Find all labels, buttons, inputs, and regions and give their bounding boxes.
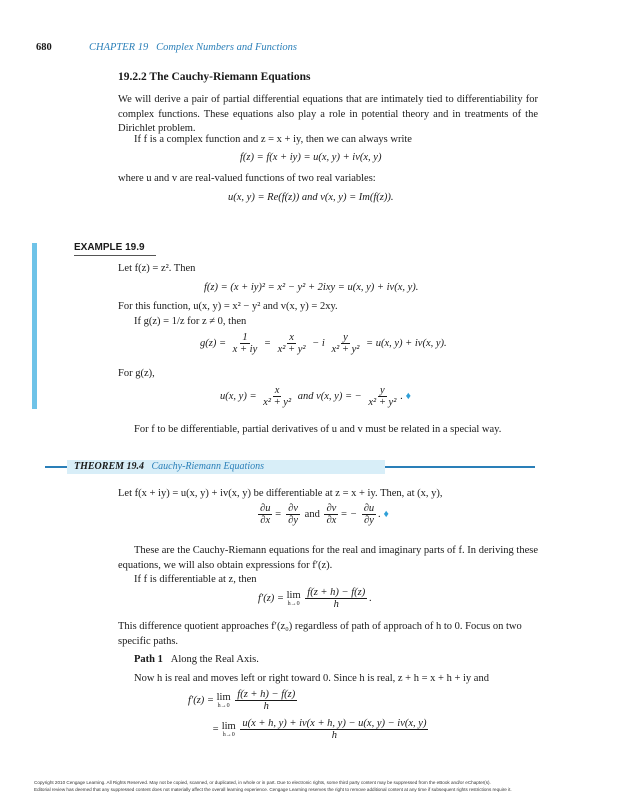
eq2-fraction-2 xyxy=(276,332,308,355)
eq2-f3-num: y xyxy=(343,332,348,343)
eqa-den: h xyxy=(263,701,269,712)
example-line-2: For this function, u(x, y) = x² − y² and v(x, y) = 2xy. xyxy=(118,301,338,312)
intro-line-3: where u and v are real-valued functions of two real variables: xyxy=(118,173,376,184)
path-1-label: Path 1 xyxy=(134,654,163,665)
chapter-title: Complex Numbers and Functions xyxy=(156,42,297,53)
equation-re-im: u(x, y) = Re(f(z)) and v(x, y) = Im(f(z)). xyxy=(228,192,394,203)
eq2-f1-num: 1 xyxy=(242,332,248,343)
eqb-num: u(x + h, y) + iv(x + h, y) − u(x, y) − iv(x, y) xyxy=(242,718,427,729)
theorem-rule-right xyxy=(385,466,535,468)
cr-3-num: ∂v xyxy=(326,503,337,514)
lim-sub-b: h→0 xyxy=(222,732,235,738)
example-title: EXAMPLE 19.9 xyxy=(74,242,145,253)
end-of-example-icon: ♦ xyxy=(405,390,411,402)
eq2-rhs: = u(x, y) + iv(x, y). xyxy=(366,337,447,349)
lim-sub: h→0 xyxy=(287,601,300,607)
running-header xyxy=(89,42,297,53)
eq2-f2-den: x² + y² xyxy=(277,344,306,355)
path-1-text: Now h is real and moves left or right toward 0. Since h is real, z + h = x + h + iy and xyxy=(134,673,489,684)
eq2-fraction-3 xyxy=(329,332,361,355)
theorem-title xyxy=(74,461,264,472)
lim-text-b: lim xyxy=(221,721,236,732)
theorem-rule-left xyxy=(45,466,67,468)
eqa-lhs: f′(z) = xyxy=(188,694,215,706)
after-paragraph-1: These are the Cauchy-Riemann equations for the real and imaginary parts of f. In deriving these equations, we will also obtain expressions for f′(z). xyxy=(118,545,538,571)
eq3-f2-num: y xyxy=(380,385,385,396)
dq-den: h xyxy=(333,599,339,610)
example-title-rule xyxy=(74,255,156,256)
eq3-fraction-1 xyxy=(261,385,293,408)
eqa-num: f(z + h) − f(z) xyxy=(237,689,296,700)
eq3-f2-den: x² + y² xyxy=(368,397,397,408)
eq3-lhs: u(x, y) = xyxy=(220,390,257,402)
example-equation-1: f(z) = (x + iy)² = x² − y² + 2ixy = u(x, y) + iv(x, y). xyxy=(204,282,419,293)
copyright-line-1: Copyright 2010 Cengage Learning. All Rights Reserved. May not be copied, scanned, or duplicated, in whole or in part. Due to electronic rights, some third party content may be suppressed from the eBook and/or eChapter(s). xyxy=(34,780,491,785)
eq2-f1-den: x + iy xyxy=(232,344,258,355)
dq-num: f(z + h) − f(z) xyxy=(307,587,366,598)
example-sidebar-bar xyxy=(32,243,37,409)
copyright-line-2: Editorial review has deemed that any suppressed content does not materially affect the overall learning experience. Cengage Learning reserves the right to remove additional content at any time if subsequent rights restrictions require it. xyxy=(34,787,512,792)
example-line-1: Let f(z) = z². Then xyxy=(118,263,196,274)
eq2-lhs: g(z) = xyxy=(200,337,227,349)
eq2-mid: − i xyxy=(312,337,325,349)
eq3-f1-num: x xyxy=(274,385,280,396)
page-number: 680 xyxy=(36,42,52,53)
example-equation-2: g(z) = $\frac{1}{x + iy}$ = $\frac{x}{\text{x² + y²}}$ − i $\frac{y}{\text{x² + y²}}$ = u(x, y) + iv(x, y). xyxy=(200,332,447,355)
cr-2-num: ∂v xyxy=(288,503,299,514)
example-line-4: For g(z), xyxy=(118,368,155,379)
lim-text-a: lim xyxy=(216,692,231,703)
cr-frac-1 xyxy=(258,503,272,526)
cr-and: and xyxy=(304,508,320,520)
path-1-title: Along the Real Axis. xyxy=(170,654,259,665)
eq2-f3-den: x² + y² xyxy=(331,344,360,355)
intro-line-2: If f is a complex function and z = x + iy, then we can always write xyxy=(134,134,412,145)
cr-2-den: ∂y xyxy=(288,515,299,526)
theorem-name: Cauchy-Riemann Equations xyxy=(151,461,264,472)
cr-frac-2 xyxy=(286,503,300,526)
cr-frac-3 xyxy=(324,503,338,526)
deriv-lhs: f′(z) = xyxy=(258,592,285,604)
cr-3-den: ∂x xyxy=(326,515,337,526)
eq2-f2-num: x xyxy=(289,332,294,343)
intro-paragraph: We will derive a pair of partial differential equations that are intimately tied to differentiability for complex functions. These equations also play a role in potential theory and in treatments of the Dirichlet problem. xyxy=(118,94,538,134)
eq3-mid: and v(x, y) = − xyxy=(297,390,362,402)
eqb-lhs: = xyxy=(212,723,220,735)
after-line-2: If f is differentiable at z, then xyxy=(134,574,257,585)
theorem-statement: Let f(x + iy) = u(x, y) + iv(x, y) be differentiable at z = x + iy. Then, at (x, y), xyxy=(118,488,443,499)
lim-sub-a: h→0 xyxy=(217,703,230,709)
path-1-equation-b xyxy=(212,718,430,741)
example-closing: For f to be differentiable, partial derivatives of u and v must be related in a special way. xyxy=(134,424,502,435)
cr-4-num: ∂u xyxy=(363,503,375,514)
theorem-label: THEOREM 19.4 xyxy=(74,461,145,472)
example-equation-3: u(x, y) = $\frac{x}{\text{x² + y²}}$ and v(x, y) = − $\frac{y}{\text{x² + y²}}$ . ♦ xyxy=(220,385,411,408)
equation-f-decomposition: f(z) = f(x + iy) = u(x, y) + iv(x, y) xyxy=(240,152,382,163)
lim-text: lim xyxy=(286,590,301,601)
path-1-heading xyxy=(134,653,259,668)
eqb-fraction xyxy=(240,718,428,741)
eq2-fraction-1 xyxy=(231,332,260,355)
eqb-den: h xyxy=(331,730,338,741)
cr-frac-4 xyxy=(362,503,376,526)
path-1-equation-a xyxy=(188,689,299,712)
cr-4-den: ∂y xyxy=(364,515,374,526)
eq3-f1-den: x² + y² xyxy=(263,397,292,408)
after-paragraph-3: This difference quotient approaches f′(z₀) regardless of path of approach of h to 0. Focus on two specific paths. xyxy=(118,621,522,647)
cauchy-riemann-equations: $\frac{\partial u}{\partial x}$ = $\frac{\partial v}{\partial y}$ and $\frac{\partial v}{\partial x}$ = − $\frac{\partial u}{\partial y}$ . ♦ xyxy=(260,503,389,526)
end-of-theorem-icon: ♦ xyxy=(383,508,389,520)
cr-1-num: ∂u xyxy=(260,503,271,514)
example-line-3: If g(z) = 1/z for z ≠ 0, then xyxy=(134,316,247,327)
difference-quotient xyxy=(305,587,367,610)
section-title: 19.2.2 The Cauchy-Riemann Equations xyxy=(118,71,311,83)
cr-1-den: ∂x xyxy=(260,515,271,526)
eq3-fraction-2 xyxy=(366,385,398,408)
derivative-definition: f′(z) = lim h→0 $\frac{f(z + h) - f(z)}{h}$ . xyxy=(258,587,372,610)
limit-operator-a xyxy=(217,692,231,709)
chapter-label: CHAPTER 19 xyxy=(89,42,149,53)
limit-operator xyxy=(287,590,301,607)
eqa-fraction xyxy=(235,689,297,712)
limit-operator-b xyxy=(222,721,236,738)
